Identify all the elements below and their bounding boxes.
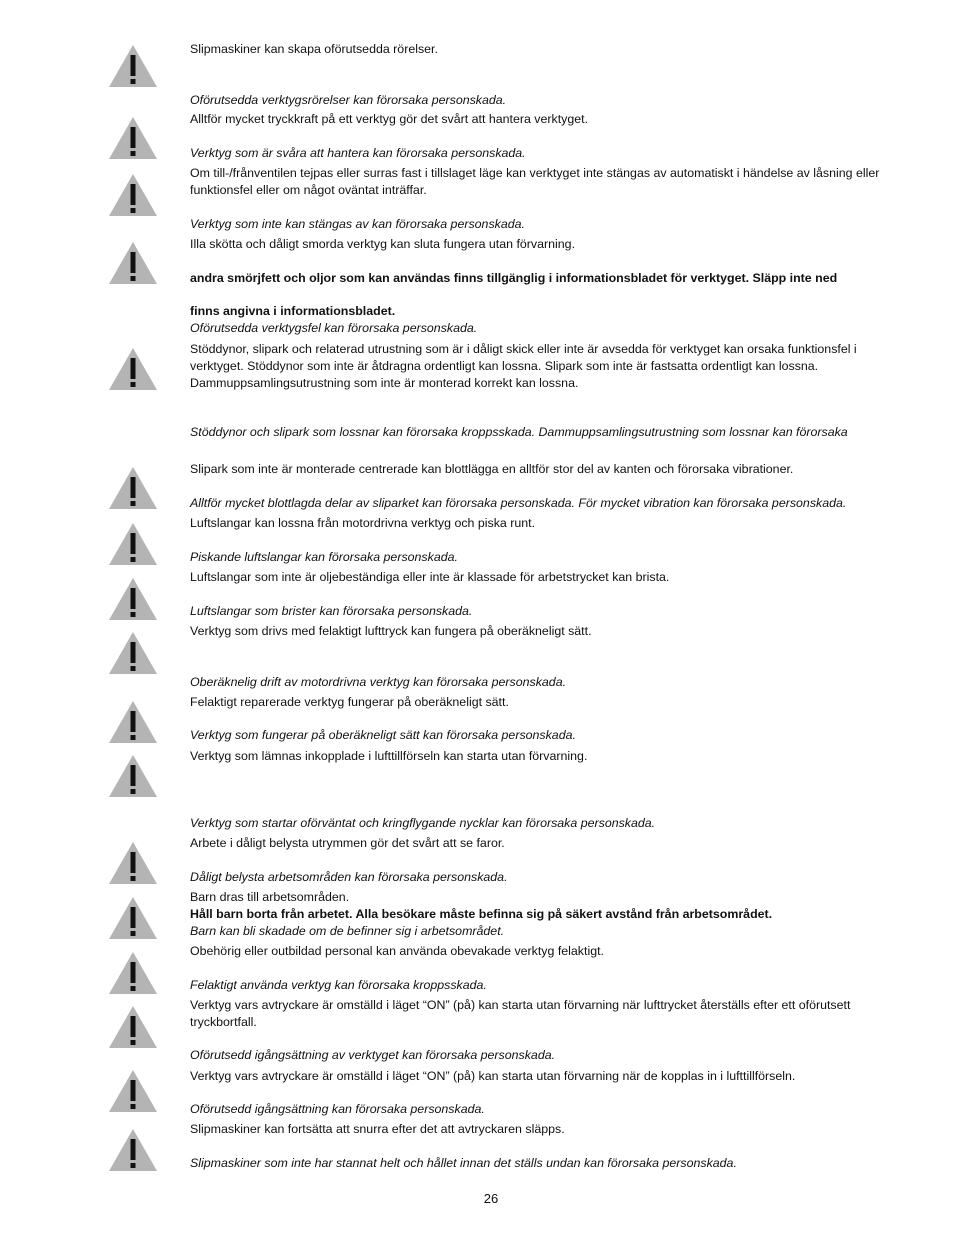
hazard-text: Illa skötta och dåligt smorda verktyg kan sluta fungera utan förvarning. (190, 237, 576, 251)
warning-exclamation-icon (108, 951, 158, 995)
hazard-text: Arbete i dåligt belysta utrymmen gör det svårt att se faror. (190, 836, 505, 850)
warning-exclamation-icon (108, 116, 158, 160)
warning-exclamation-icon (108, 754, 158, 798)
hazard-text: Verktyg vars avtryckare är omställd i läget “ON” (på) kan starta utan förvarning när lufttrycket återställs efter ett oförutsett tryckbortfall. (190, 998, 851, 1029)
warning-exclamation-icon (108, 631, 158, 675)
hazard-text: Luftslangar som inte är oljebeständiga eller inte är klassade för arbetstrycket kan brista. (190, 570, 670, 584)
hazard-text: Obehörig eller outbildad personal kan använda obevakade verktyg felaktigt. (190, 944, 604, 958)
page-number: 26 (483, 1191, 499, 1206)
warning-exclamation-icon (108, 577, 158, 621)
consequence-text: Oförutsedda verktygsrörelser kan förorsaka personskada. (190, 93, 507, 107)
warning-exclamation-icon (108, 241, 158, 285)
hazard-text: Slipark som inte är monterade centrerade kan blottlägga en alltför stor del av kanten och förorsaka vibrationer. (190, 462, 794, 476)
consequence-text: Oförutsedd igångsättning av verktyget kan förorsaka personskada. (190, 1048, 556, 1062)
warning-exclamation-icon (108, 173, 158, 217)
warning-exclamation-icon (108, 522, 158, 566)
warning-exclamation-icon (108, 347, 158, 391)
consequence-text: Oförutsedda verktygsfel kan förorsaka personskada. (190, 321, 478, 335)
consequence-text: Verktyg som är svåra att hantera kan förorsaka personskada. (190, 146, 526, 160)
warning-exclamation-icon (108, 1069, 158, 1113)
hazard-text: Slipmaskiner kan skapa oförutsedda rörelser. (190, 42, 438, 56)
warning-exclamation-icon (108, 1005, 158, 1049)
consequence-text: Felaktigt använda verktyg kan förorsaka kroppsskada. (190, 978, 487, 992)
consequence-text: Barn kan bli skadade om de befinner sig i arbetsområdet. (190, 924, 505, 938)
consequence-text: Oberäknelig drift av motordrivna verktyg kan förorsaka personskada. (190, 675, 567, 689)
consequence-text: Stöddynor och slipark som lossnar kan förorsaka kroppsskada. Dammuppsamlingsutrustning som lossnar kan förorsaka (190, 425, 848, 439)
warning-exclamation-icon (108, 1128, 158, 1172)
hazard-text: Verktyg vars avtryckare är omställd i läget “ON” (på) kan starta utan förvarning när de kopplas in i lufttillförseln. (190, 1069, 796, 1083)
warning-exclamation-icon (108, 44, 158, 88)
hazard-text: Barn dras till arbetsområden. (190, 890, 350, 904)
instruction-text: Håll barn borta från arbetet. Alla besökare måste befinna sig på säkert avstånd från arbetsområdet. (190, 907, 773, 921)
consequence-text: Luftslangar som brister kan förorsaka personskada. (190, 604, 473, 618)
hazard-text: Verktyg som lämnas inkopplade i lufttillförseln kan starta utan förvarning. (190, 749, 588, 763)
consequence-text: Verktyg som fungerar på oberäkneligt sätt kan förorsaka personskada. (190, 728, 576, 742)
hazard-text: Felaktigt reparerade verktyg fungerar på oberäkneligt sätt. (190, 695, 509, 709)
consequence-text: Verktyg som startar oförväntat och kringflygande nycklar kan förorsaka personskada. (190, 816, 656, 830)
consequence-text: Dåligt belysta arbetsområden kan förorsaka personskada. (190, 870, 508, 884)
warning-exclamation-icon (108, 466, 158, 510)
hazard-text: Luftslangar kan lossna från motordrivna verktyg och piska runt. (190, 516, 536, 530)
consequence-text: Piskande luftslangar kan förorsaka personskada. (190, 550, 458, 564)
hazard-text: Stöddynor, slipark och relaterad utrustning som är i dåligt skick eller inte är avsedda för verktyget kan orsaka funktionsfel i verktyget. Stöddynor som inte är åtdragna ordentligt kan lossna. Slipark som inte är fastsatta ordentligt kan lossna. Dammuppsamlingsutrustning som inte är monterad korrekt kan lossna. (190, 342, 857, 390)
warning-exclamation-icon (108, 700, 158, 744)
instruction-text: finns angivna i informationsbladet. (190, 304, 396, 318)
warning-exclamation-icon (108, 896, 158, 940)
consequence-text: Verktyg som inte kan stängas av kan förorsaka personskada. (190, 217, 525, 231)
consequence-text: Slipmaskiner som inte har stannat helt och hållet innan det ställs undan kan förorsaka personskada. (190, 1156, 737, 1170)
hazard-text: Alltför mycket tryckkraft på ett verktyg gör det svårt att hantera verktyget. (190, 112, 589, 126)
hazard-text: Om till-/frånventilen tejpas eller surras fast i tillslaget läge kan verktyget inte stängas av automatiskt i händelse av låsning eller funktionsfel eller om något oväntat inträffar. (190, 166, 880, 197)
consequence-text: Oförutsedd igångsättning kan förorsaka personskada. (190, 1102, 485, 1116)
hazard-text: Slipmaskiner kan fortsätta att snurra efter det att avtryckaren släpps. (190, 1122, 565, 1136)
hazard-text: Verktyg som drivs med felaktigt lufttryck kan fungera på oberäkneligt sätt. (190, 624, 592, 638)
instruction-text: andra smörjfett och oljor som kan användas finns tillgänglig i informationsbladet för verktyget. Släpp inte ned (190, 271, 838, 285)
consequence-text: Alltför mycket blottlagda delar av sliparket kan förorsaka personskada. För mycket vibration kan förorsaka personskada. (190, 496, 847, 510)
warning-exclamation-icon (108, 841, 158, 885)
